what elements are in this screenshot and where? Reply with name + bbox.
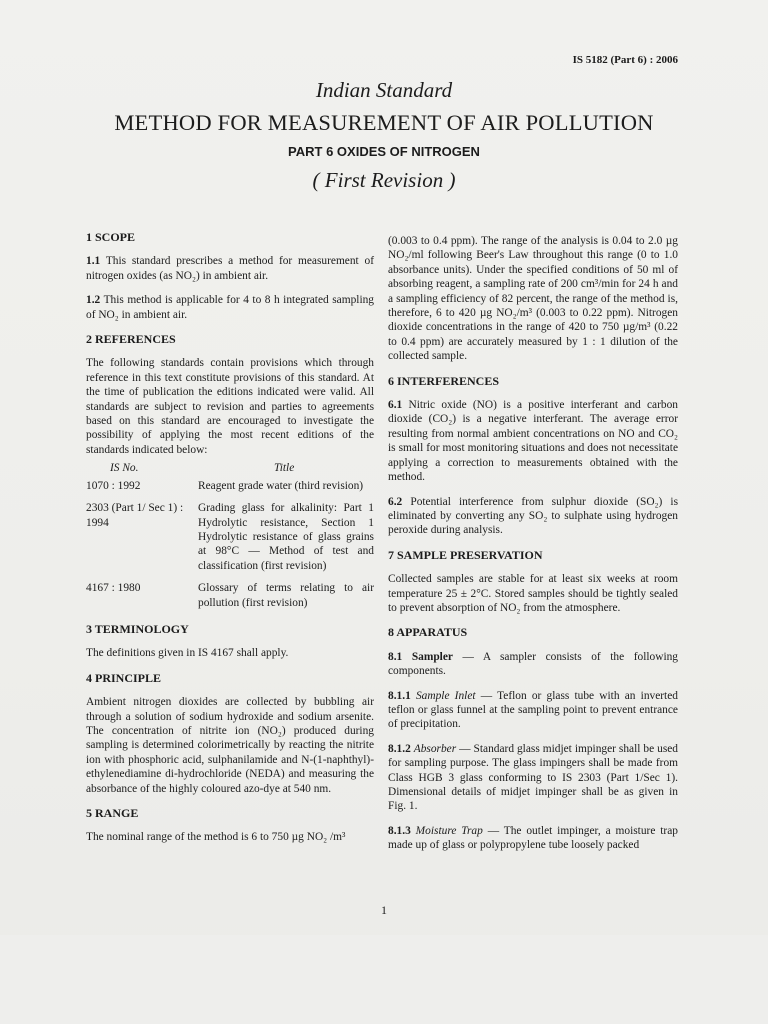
clause-text: This standard prescribes a method for measurement of nitrogen oxides (as NO₂) in ambient air. bbox=[86, 255, 374, 282]
clause-label: Absorber bbox=[413, 742, 457, 755]
document-title: METHOD FOR MEASUREMENT OF AIR POLLUTION bbox=[114, 110, 654, 135]
range-text: The nominal range of the method is 6 to 750 µg NO₂ /m³ bbox=[86, 831, 346, 844]
clause-text: — Teflon or glass tube with an inverted teflon or glass funnel at the sampling point to prevent entrance of precipitation. bbox=[388, 689, 678, 731]
clause-text: — The outlet impinger, a moisture trap made up of glass or polypropylene tube loosely packed bbox=[388, 824, 678, 852]
clause-number: 6.2 bbox=[388, 495, 403, 508]
references-intro: The following standards contain provisions which through reference in this text constitute provisions of this standard. At the time of publication the editions indicated were valid. All standards are subject to revision and parties to agreements based on this standard are encouraged to investigate the possibility of applying the most recent editions of the standards indicated below: bbox=[86, 357, 374, 456]
preservation-text: Collected samples are stable for at least six weeks at room temperature 25 ± 2°C. Stored samples should be tightly sealed to prevent absorption of NO₂ from the atmosphere. bbox=[388, 573, 678, 614]
clause-8-1 bbox=[388, 650, 678, 679]
reference-title: Grading glass for alkalinity: Part 1 Hydrolytic resistance, Section 1 Hydrolytic resistance of glass grains at 98°C — Method of test and classification (first revision) bbox=[198, 502, 374, 572]
page-number: 1 bbox=[381, 903, 387, 917]
clause-1-1 bbox=[86, 254, 374, 283]
principle-text: Ambient nitrogen dioxides are collected by bubbling air through a solution of sodium hydroxide and sodium arsenite. The concentration of nitrite ion (NO₂) produced during sampling is determined colorimetrically by reacting the nitrite ion with phosphoric acid, sulphanilamide and N-(1-naphthyl)-ethylenediamine di-hydrochloride (NEDA) and measuring the absorbance of the highly coloured azo-dye at 540 nm. bbox=[86, 696, 374, 795]
clause-text: Nitric oxide (NO) is a positive interferant and carbon dioxide (CO₂) is a negative interferant. The average error resulting from normal ambient concentrations on NO and CO₂ is small for most monitoring situations and does not necessitate applying a correction to measurements obtained with the method. bbox=[388, 399, 678, 484]
section-heading-interferences: 6 INTERFERENCES bbox=[388, 373, 500, 388]
clause-8-1-3 bbox=[388, 824, 678, 853]
page-bottom-margin bbox=[0, 935, 768, 1024]
ref-column-title: Title bbox=[274, 462, 295, 475]
clause-number: 1.1 bbox=[86, 255, 101, 268]
clause-number: 1.2 bbox=[86, 294, 101, 307]
ref-column-number: IS No. bbox=[110, 462, 139, 475]
right-column bbox=[388, 234, 678, 863]
section-heading-apparatus: 8 APPARATUS bbox=[388, 625, 468, 640]
clause-label: Moisture Trap bbox=[415, 824, 483, 837]
clause-8-1-2 bbox=[388, 742, 678, 814]
reference-number: 4167 : 1980 bbox=[86, 582, 141, 595]
clause-text: — A sampler consists of the following components. bbox=[388, 650, 678, 678]
reference-row bbox=[86, 581, 374, 610]
terminology-text: The definitions given in IS 4167 shall apply. bbox=[86, 647, 289, 660]
section-heading-scope: 1 SCOPE bbox=[86, 230, 136, 244]
left-column bbox=[86, 230, 374, 855]
clause-6-1 bbox=[388, 398, 678, 484]
part-heading: PART 6 OXIDES OF NITROGEN bbox=[288, 144, 480, 159]
clause-text: Potential interference from sulphur dioxide (SO₂) is eliminated by converting any SO₂ to sulphate using hydrogen peroxide during analysis. bbox=[388, 495, 679, 537]
reference-number: 1070 : 1992 bbox=[86, 479, 141, 492]
section-heading-references: 2 REFERENCES bbox=[86, 332, 176, 347]
revision-heading: ( First Revision ) bbox=[312, 168, 456, 192]
clause-1-2 bbox=[86, 293, 374, 322]
reference-number: 2303 (Part 1/ Sec 1) : 1994 bbox=[86, 502, 184, 529]
clause-label: Sampler bbox=[411, 650, 453, 663]
clause-number: 6.1 bbox=[388, 399, 403, 412]
org-heading: Indian Standard bbox=[315, 78, 453, 102]
reference-title: Reagent grade water (third revision) bbox=[198, 479, 364, 492]
clause-number: 8.1.2 bbox=[388, 742, 411, 755]
clause-number: 8.1.1 bbox=[388, 689, 411, 702]
reference-row bbox=[86, 479, 374, 493]
clause-number: 8.1 bbox=[388, 650, 403, 663]
clause-label: Sample Inlet bbox=[415, 689, 476, 702]
clause-number: 8.1.3 bbox=[388, 824, 411, 837]
range-continued: (0.003 to 0.4 ppm). The range of the analysis is 0.04 to 2.0 µg NO₂/ml following Beer's Law throughout this range (0 to 1.0 absorbance units). Under the specified conditions of 50 ml of absorbing reagent, a sampling rate of 200 cm³/min for 24 h and a sampling efficiency of 82 percent, the range of the method is, therefore, 6 to 420 µg NO₂/m³ (0.003 to 0.22 ppm). Nitrogen dioxide concentrations in the range of 420 to 750 µg/m³ (0.22 to 0.4 ppm) are accurately measured by 1 : 1 dilution of the collected sample. bbox=[388, 235, 678, 363]
section-heading-preservation: 7 SAMPLE PRESERVATION bbox=[388, 547, 543, 562]
clause-6-2 bbox=[388, 495, 678, 538]
references-table-header bbox=[86, 461, 374, 475]
reference-title: Glossary of terms relating to air pollution (first revision) bbox=[198, 582, 374, 609]
section-heading-range: 5 RANGE bbox=[86, 806, 139, 820]
section-heading-principle: 4 PRINCIPLE bbox=[86, 670, 162, 685]
standard-number: IS 5182 (Part 6) : 2006 bbox=[572, 54, 678, 66]
reference-row bbox=[86, 501, 374, 573]
section-heading-terminology: 3 TERMINOLOGY bbox=[86, 621, 189, 636]
clause-8-1-1 bbox=[388, 689, 678, 732]
clause-text: This method is applicable for 4 to 8 h integrated sampling of NO₂ in ambient air. bbox=[86, 294, 374, 321]
clause-text: — Standard glass midjet impinger shall be used for sampling purpose. The glass impingers shall be made from Class HGB 3 glass conforming to IS 2303 (Part 1/Sec 1). Dimensional details of midjet impinger shall be as given in Fig. 1. bbox=[388, 742, 678, 813]
